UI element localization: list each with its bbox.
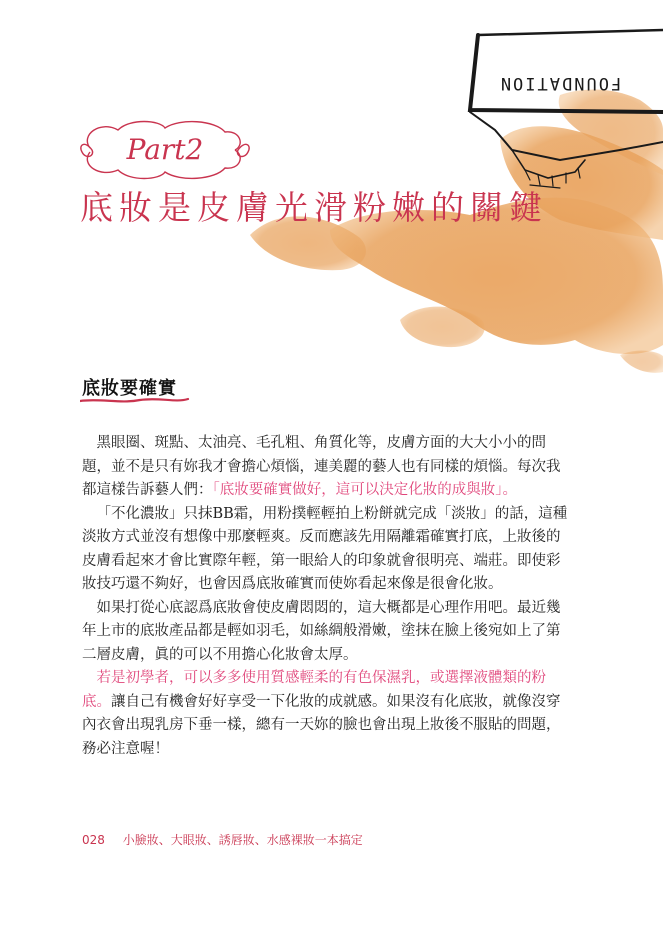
paragraph (82, 503, 572, 597)
paragraph (82, 667, 572, 761)
chapter-title: 底妝是皮膚光滑粉嫩的關鍵 (80, 188, 548, 227)
section-underline (80, 396, 190, 406)
paragraph-text: 如果打從心底認爲底妝會使皮膚悶悶的，這大概都是心理作用吧。最近幾年上市的底妝產品都是輕如羽毛，如絲綢般滑嫩，塗抹在臉上後宛如上了第二層皮膚，眞的可以不用擔心化妝會太厚。 (82, 599, 561, 663)
part-label: Part2 (126, 133, 204, 166)
paragraph (82, 432, 572, 503)
highlighted-text: 若是初學者，可以多多使用質感輕柔的有色保濕乳，或選擇液體類的粉底。 (82, 670, 546, 710)
tube-label: FOUNDATION (498, 73, 622, 93)
page-footer (82, 831, 363, 848)
paragraph-text: 黑眼圈、斑點、太油亮、毛孔粗、角質化等，皮膚方面的大大小小的問題，並不是只有妳我才會擔心煩惱，連美麗的藝人也有同樣的煩惱。每次我都這樣告訴藝人們： (82, 435, 561, 498)
paragraph (82, 597, 572, 668)
paragraph-text: 讓自己有機會好好享受一下化妝的成就感。如果沒有化底妝，就像沒穿內衣會出現乳房下垂一樣，總有一天妳的臉也會出現上妝後不服貼的問題，務必注意喔！ (82, 693, 561, 757)
body-text (82, 432, 572, 761)
book-title: 小臉妝、大眼妝、誘唇妝、水感裸妝一本搞定 (122, 833, 363, 847)
section-heading: 底妝要確實 (82, 378, 177, 399)
page-number: 028 (82, 833, 105, 847)
paint-splash (250, 90, 663, 373)
highlighted-text: 「底妝要確實做好，這可以決定化妝的成與妝」。 (212, 482, 517, 498)
paragraph-text: 「不化濃妝」只抹BB霜，用粉撲輕輕拍上粉餅就完成「淡妝」的話，這種淡妝方式並沒有想像中那麼輕爽。反而應該先用隔離霜確實打底，上妝後的皮膚看起來才會比實際年輕，第一眼給人的印象就會很明亮、端莊。即使彩妝技巧還不夠好，也會因爲底妝確實而使妳看起來像是很會化妝。 (82, 505, 568, 592)
